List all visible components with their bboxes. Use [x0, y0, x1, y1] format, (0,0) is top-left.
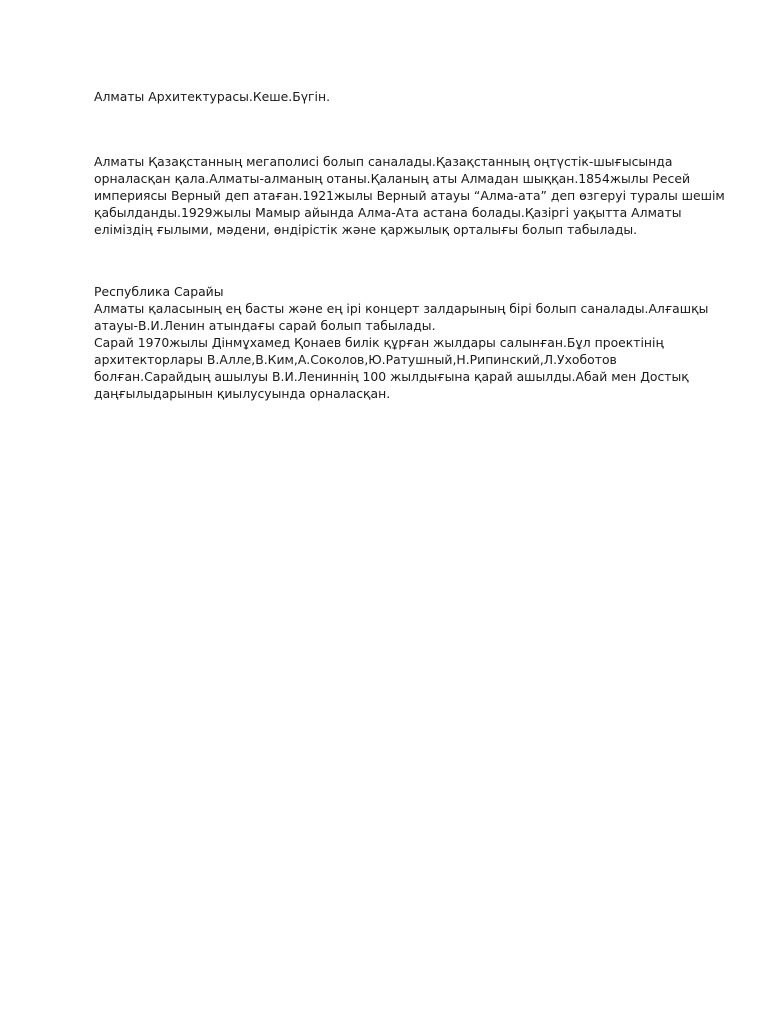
palace-section — [94, 283, 709, 402]
section-heading: Республика Сарайы — [94, 284, 224, 299]
paragraph-line: атауы-В.И.Ленин атындағы сарай болып табылады. — [94, 318, 436, 333]
paragraph-line: орналасқан қала.Алматы-алманың отаны.Қаланың аты Алмадан шыққан.1854жылы Ресей — [94, 171, 690, 186]
paragraph-line: еліміздің ғылыми, мәдени, өндірістік және қаржылық орталығы болып табылады. — [94, 222, 638, 237]
document-title: Алматы Архитектурасы.Кеше.Бүгін. — [94, 89, 331, 104]
paragraph-line: даңғылыдарынын қиылусуында орналасқан. — [94, 386, 391, 401]
paragraph-line: империясы Верный деп атаған.1921жылы Верный атауы “Алма-ата” деп өзгеруі туралы шешім — [94, 188, 725, 203]
paragraph-line: болған.Сарайдың ашылуы В.И.Лениннің 100 жылдығына қарай ашылды.Абай мен Достық — [94, 369, 689, 384]
paragraph-line: қабылданды.1929жылы Мамыр айында Алма-Ата астана болады.Қазіргі уақытта Алматы — [94, 205, 682, 220]
paragraph-line: Алматы қаласының ең басты және ең ірі концерт залдарының бірі болып саналады.Алғашқы — [94, 301, 709, 316]
intro-paragraph — [94, 153, 725, 238]
paragraph-line: Алматы Қазақстанның мегаполисі болып саналады.Қазақстанның оңтүстік-шығысында — [94, 154, 673, 169]
paragraph-line: архитекторлары В.Алле,В.Ким,А.Соколов,Ю.Ратушный,Н.Рипинский,Л.Ухоботов — [94, 352, 617, 367]
document-title-block — [94, 88, 684, 105]
paragraph-line: Сарай 1970жылы Дінмұхамед Қонаев билік құрған жылдары салынған.Бұл проектінің — [94, 335, 664, 350]
